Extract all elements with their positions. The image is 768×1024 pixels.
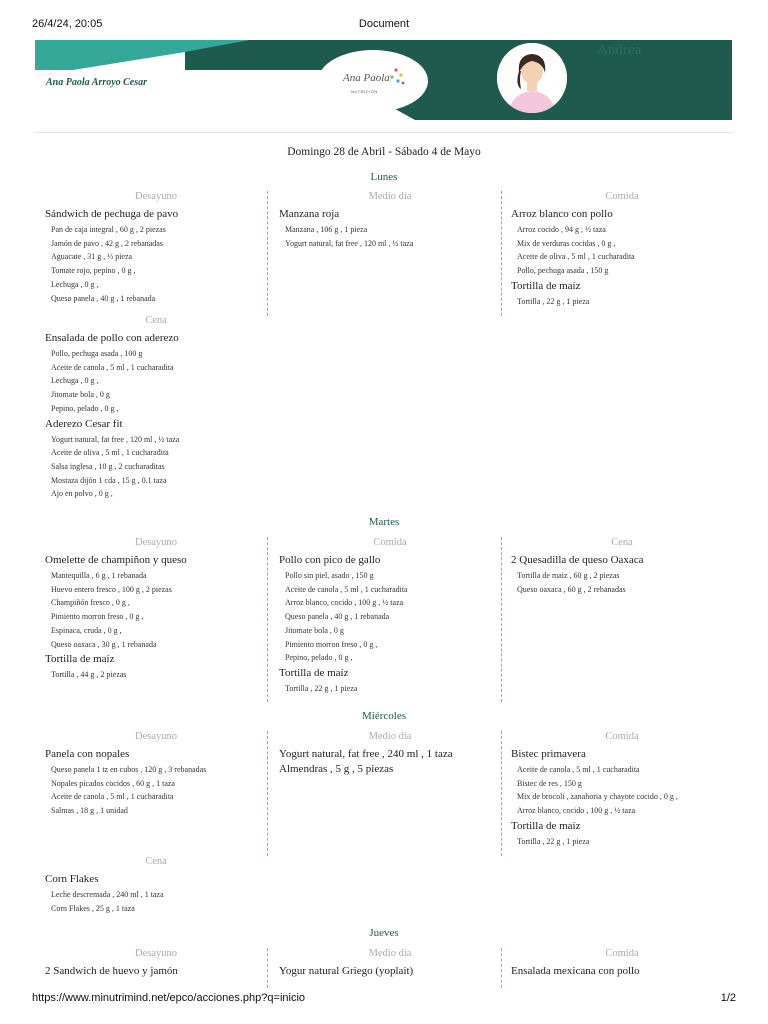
meal-label: Medio día bbox=[368, 948, 412, 959]
print-footer bbox=[32, 992, 736, 1006]
ingredient: Tortilla , 22 g , 1 pieza bbox=[285, 683, 358, 693]
ingredient: Pan de caja integral , 60 g , 2 piezas bbox=[51, 225, 166, 234]
ingredient: Salmas , 18 g , 1 unidad bbox=[51, 806, 128, 816]
ingredient: Tortilla , 22 g , 1 pieza bbox=[517, 296, 590, 306]
dish-name: Tortilla de maíz bbox=[45, 653, 115, 666]
ingredient: Jitomate bola , 0 g bbox=[285, 625, 344, 635]
meal-lunes-cena bbox=[45, 315, 267, 501]
dish-name: Aderezo Cesar fit bbox=[45, 417, 123, 430]
meal-lunes-comida bbox=[511, 191, 733, 316]
header-divider bbox=[35, 132, 732, 133]
ingredient: Arroz cocido , 94 g , ½ taza bbox=[517, 225, 606, 234]
meal-label: Comida bbox=[605, 191, 639, 202]
ingredient: Tortilla de maiz , 60 g , 2 piezas bbox=[517, 571, 620, 580]
ingredient: Salsa inglesa , 10 g , 2 cucharaditas bbox=[51, 461, 165, 471]
meal-label: Cena bbox=[611, 537, 633, 548]
ingredient: Pollo, pechuga asada , 150 g bbox=[517, 266, 609, 276]
ingredient: Champiñón fresco , 0 g , bbox=[51, 598, 130, 608]
ingredient: Aceite de oliva , 5 ml , 1 cucharadita bbox=[517, 252, 635, 262]
dish-name: Tortilla de maíz bbox=[279, 666, 349, 679]
dish-name: 2 Sandwich de huevo y jamón bbox=[45, 965, 178, 977]
meal-label: Desayuno bbox=[135, 191, 177, 202]
meal-miercoles-comida bbox=[511, 731, 733, 856]
dish-name: Manzana roja bbox=[279, 208, 340, 220]
meal-miercoles-medio-dia bbox=[279, 731, 502, 856]
meal-miercoles-desayuno bbox=[45, 731, 268, 856]
ingredient: Yogurt natural, fat free , 120 ml , ½ taza bbox=[51, 434, 180, 444]
ingredient: Aceite de oliva , 5 ml , 1 cucharadita bbox=[51, 448, 169, 458]
ingredient: Pollo sin piel, asado , 150 g bbox=[285, 571, 374, 580]
ingredient: Pimiento morron freso , 0 g , bbox=[285, 639, 378, 649]
dish-name: Corn Flakes bbox=[45, 873, 99, 885]
ingredient: Pepino, pelado , 0 g , bbox=[51, 403, 119, 413]
ingredient: Aceite de canola , 5 ml , 1 cucharadita bbox=[51, 362, 174, 372]
dish-name: Tortilla de maíz bbox=[511, 819, 581, 832]
day-title-jueves: Jueves bbox=[369, 927, 399, 939]
meal-lunes-desayuno bbox=[45, 191, 268, 316]
header-banner bbox=[35, 40, 732, 120]
meal-label: Desayuno bbox=[135, 537, 177, 548]
dish-name: Ensalada de pollo con aderezo bbox=[45, 332, 179, 344]
ingredient: Arroz blanco, cocido , 100 g , ½ taza bbox=[517, 806, 636, 816]
ingredient: Mix de brocoli , zanahoria y chayote cocido , 0 g , bbox=[517, 792, 678, 802]
logo-subtext: NUTRICIÓN bbox=[351, 89, 378, 94]
ingredient: Pepino, pelado , 0 g , bbox=[285, 653, 353, 663]
ingredient: Mantequilla , 6 g , 1 rebanada bbox=[51, 571, 147, 580]
ingredient: Manzana , 106 g , 1 pieza bbox=[285, 225, 368, 234]
ingredient: Nopales picados cocidos , 60 g , 1 taza bbox=[51, 778, 175, 788]
dish-name: Sándwich de pechuga de pavo bbox=[45, 208, 179, 220]
meal-label: Desayuno bbox=[135, 948, 177, 959]
ingredient: Queso oaxaca , 60 g , 2 rebanadas bbox=[517, 584, 626, 594]
dish-name: Ensalada mexicana con pollo bbox=[511, 965, 640, 977]
meal-jueves-comida bbox=[511, 948, 733, 988]
ingredient: Aguacate , 31 g , ⅓ pieza bbox=[51, 252, 133, 262]
dish-name: Arroz blanco con pollo bbox=[511, 208, 613, 220]
print-document-title: Document bbox=[358, 18, 410, 30]
ingredient: Pollo, pechuga asada , 100 g bbox=[51, 349, 143, 358]
ingredient: Queso panela 1 tz en cubos , 120 g , 3 rebanadas bbox=[51, 765, 207, 774]
ingredient: Queso panela , 40 g , 1 rebanada bbox=[285, 612, 390, 622]
patient-name: Ana Paola Arroyo Cesar bbox=[46, 77, 148, 88]
nutritionist-name: Andrea bbox=[597, 42, 642, 58]
ingredient: Tomate rojo, pepino , 0 g , bbox=[51, 266, 136, 276]
logo-text: Ana Paola bbox=[343, 72, 390, 84]
ingredient: Tortilla , 44 g , 2 piezas bbox=[51, 670, 127, 680]
meal-label: Medio día bbox=[368, 731, 412, 742]
day-title-miercoles: Miércoles bbox=[362, 710, 406, 722]
print-timestamp: 26/4/24, 20:05 bbox=[32, 18, 103, 30]
meal-martes-comida bbox=[279, 537, 502, 702]
dish-name: Omelette de champiñon y queso bbox=[45, 554, 187, 566]
meal-martes-desayuno bbox=[45, 537, 268, 702]
dish-name: Pollo con pico de gallo bbox=[279, 554, 381, 566]
print-header bbox=[32, 18, 736, 32]
ingredient: Tortilla , 22 g , 1 pieza bbox=[517, 836, 590, 846]
clinic-logo bbox=[318, 50, 428, 112]
day-title-martes: Martes bbox=[368, 516, 400, 528]
date-range: Domingo 28 de Abril - Sábado 4 de Mayo bbox=[287, 146, 481, 158]
dish-name: Almendras , 5 g , 5 piezas bbox=[279, 763, 394, 775]
ingredient: Leche descremada , 240 ml , 1 taza bbox=[51, 890, 164, 899]
nutritionist-avatar bbox=[497, 43, 567, 113]
ingredient: Aceite de canola , 5 ml , 1 cucharadita bbox=[285, 584, 408, 594]
dish-name: Yogur natural Griego (yoplait) bbox=[279, 965, 414, 977]
meal-jueves-medio-dia bbox=[279, 948, 502, 988]
ingredient: Pimiento morron freso , 0 g , bbox=[51, 612, 144, 622]
ingredient: Huevo entero fresco , 100 g , 2 piezas bbox=[51, 584, 172, 594]
ingredient: Mostaza dijón 1 cda , 15 g , 0.1 taza bbox=[51, 475, 167, 485]
ingredient: Corn Flakes , 25 g , 1 taza bbox=[51, 903, 135, 913]
print-url: https://www.minutrimind.net/epco/acciones.php?q=inicio bbox=[32, 992, 306, 1004]
ingredient: Mix de verduras cocidas , 0 g , bbox=[517, 238, 616, 248]
day-title-lunes: Lunes bbox=[370, 171, 398, 183]
meal-jueves-desayuno bbox=[45, 948, 268, 988]
ingredient: Espinaca, cruda , 0 g , bbox=[51, 625, 122, 635]
logo-dots-icon bbox=[318, 50, 428, 112]
dish-name: Bistec primavera bbox=[511, 748, 586, 760]
dish-name: Yogurt natural, fat free , 240 ml , 1 taza bbox=[279, 748, 453, 760]
page-number: 1/2 bbox=[720, 992, 736, 1004]
meal-lunes-medio-dia bbox=[279, 191, 502, 316]
meal-label: Cena bbox=[145, 315, 167, 326]
ingredient: Aceite de canola , 5 ml , 1 cucharadita bbox=[517, 765, 640, 774]
avatar-person-icon bbox=[497, 43, 567, 113]
ingredient: Lechuga , 0 g , bbox=[51, 376, 99, 386]
meal-label: Medio día bbox=[368, 191, 412, 202]
ingredient: Bistec de res , 150 g bbox=[517, 778, 582, 788]
ingredient: Jitomate bola , 0 g bbox=[51, 390, 110, 400]
meal-label: Comida bbox=[605, 731, 639, 742]
ingredient: Aceite de canola , 5 ml , 1 cucharadita bbox=[51, 792, 174, 802]
ingredient: Jamón de pavo , 42 g , 2 rebanadas bbox=[51, 238, 163, 248]
dish-name: Panela con nopales bbox=[45, 748, 130, 760]
meal-martes-cena bbox=[511, 537, 733, 702]
dish-name: Tortilla de maíz bbox=[511, 279, 581, 292]
ingredient: Lechuga , 0 g , bbox=[51, 279, 99, 289]
ingredient: Queso panela , 40 g , 1 rebanada bbox=[51, 293, 156, 303]
ingredient: Ajo en polvo , 0 g , bbox=[51, 489, 113, 499]
dish-name: 2 Quesadilla de queso Oaxaca bbox=[511, 554, 644, 566]
ingredient: Yogurt natural, fat free , 120 ml , ½ taza bbox=[285, 238, 414, 248]
meal-label: Desayuno bbox=[135, 731, 177, 742]
meal-label: Cena bbox=[145, 856, 167, 867]
ingredient: Queso oaxaca , 30 g , 1 rebanada bbox=[51, 639, 157, 649]
meal-label: Comida bbox=[373, 537, 407, 548]
ingredient: Arroz blanco, cocido , 100 g , ½ taza bbox=[285, 598, 404, 608]
meal-miercoles-cena bbox=[45, 856, 267, 915]
meal-label: Comida bbox=[605, 948, 639, 959]
